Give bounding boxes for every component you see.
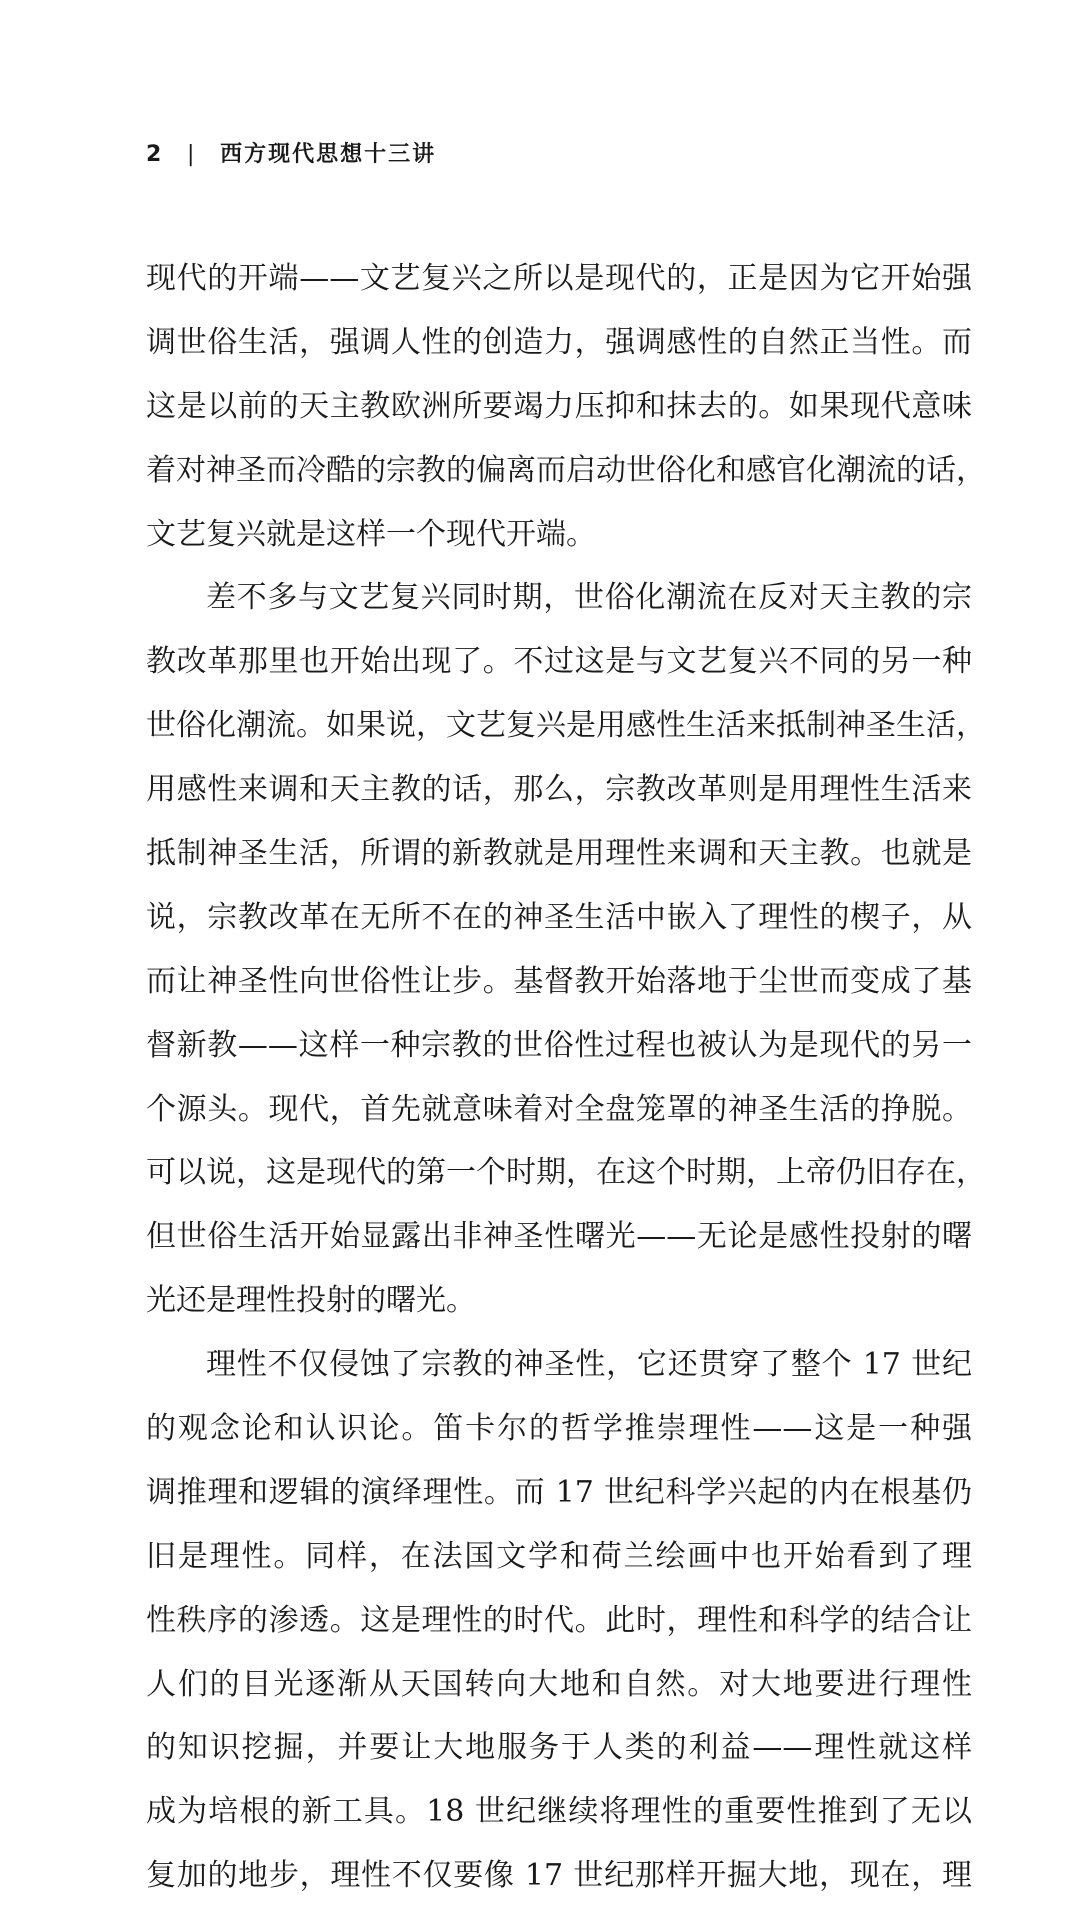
text-line: 着对神圣而冷酷的宗教的偏离而启动世俗化和感官化潮流的话， [146,452,986,488]
text-line: 世俗化潮流。如果说，文艺复兴是用感性生活来抵制神圣生活， [146,708,986,744]
text-line: 现代的开端——文艺复兴之所以是现代的，正是因为它开始强 [146,261,972,296]
text-line: 督新教——这样一种宗教的世俗性过程也被认为是现代的另一 [146,1027,972,1063]
body-text [146,247,986,1908]
text-line: 说，宗教改革在无所不在的神圣生活中嵌入了理性的楔子，从 [146,899,972,935]
text-line: 成为培根的新工具。18 世纪继续将理性的重要性推到了无以 [146,1794,972,1830]
text-line: 人们的目光逐渐从天国转向大地和自然。对大地要进行理性 [146,1666,972,1702]
text-line: 用感性来调和天主教的话，那么，宗教改革则是用理性生活来 [146,772,972,808]
text-line: 个源头。现代，首先就意味着对全盘笼罩的神圣生活的挣脱。 [146,1091,972,1127]
text-line: 但世俗生活开始显露出非神圣性曙光——无论是感性投射的曙 [146,1219,972,1255]
text-line: 教改革那里也开始出现了。不过这是与文艺复兴不同的另一种 [146,644,972,680]
text-line: 复加的地步，理性不仅要像 17 世纪那样开掘大地，现在，理 [146,1858,972,1894]
page-number: 2 [146,142,164,167]
text-line: 调世俗生活，强调人性的创造力，强调感性的自然正当性。而 [146,324,972,360]
text-line: 抵制神圣生活，所谓的新教就是用理性来调和天主教。也就是 [146,836,972,872]
text-line: 光还是理性投射的曙光。 [146,1283,476,1319]
text-line: 旧是理性。同样，在法国文学和荷兰绘画中也开始看到了理 [146,1538,972,1574]
text-line: 可以说，这是现代的第一个时期，在这个时期，上帝仍旧存在， [146,1155,986,1191]
text-line: 文艺复兴就是这样一个现代开端。 [146,516,596,552]
text-line: 的观念论和认识论。笛卡尔的哲学推崇理性——这是一种强 [146,1411,972,1447]
header-separator: | [186,142,197,167]
text-line: 差不多与文艺复兴同时期，世俗化潮流在反对天主教的宗 [206,580,972,616]
text-line: 的知识挖掘，并要让大地服务于人类的利益——理性就这样 [146,1730,972,1766]
text-line: 性秩序的渗透。这是理性的时代。此时，理性和科学的结合让 [146,1602,972,1638]
text-line: 理性不仅侵蚀了宗教的神圣性，它还贯穿了整个 17 世纪 [206,1347,972,1383]
book-title: 西方现代思想十三讲 [220,142,437,167]
text-line: 这是以前的天主教欧洲所要竭力压抑和抹去的。如果现代意味 [146,388,972,424]
running-head [146,137,436,168]
text-line: 调推理和逻辑的演绎理性。而 17 世纪科学兴起的内在根基仍 [146,1474,972,1510]
text-line: 而让神圣性向世俗性让步。基督教开始落地于尘世而变成了基 [146,963,972,999]
